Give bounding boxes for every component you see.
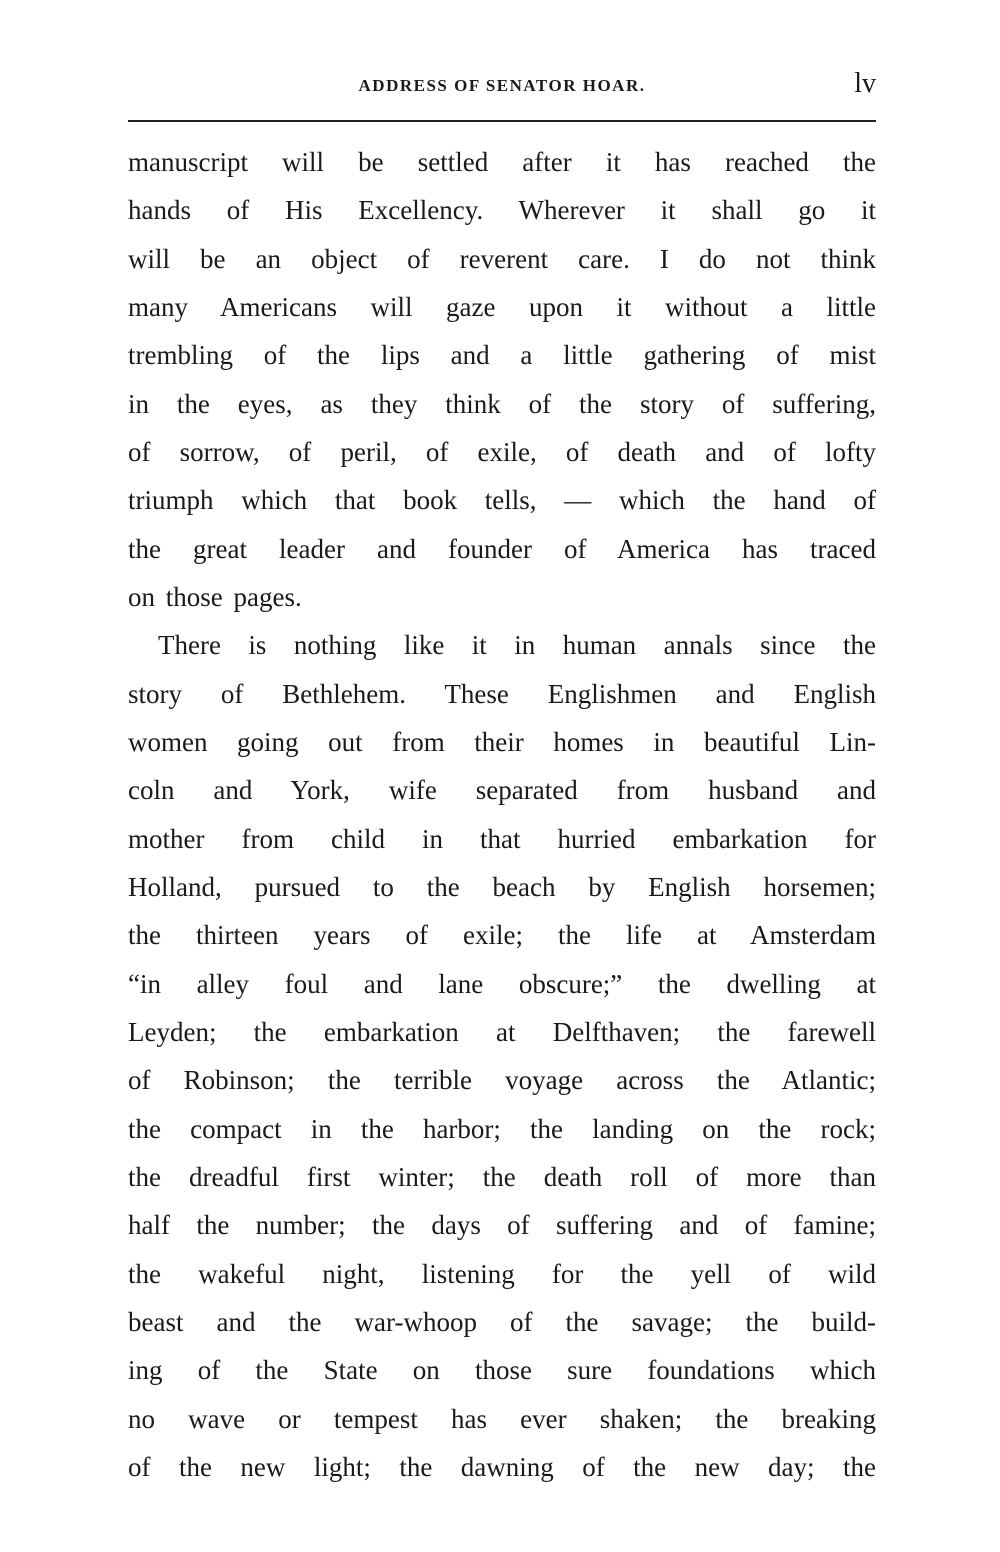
- text-line: trembling of the lips and a little gathering of mist: [128, 340, 876, 371]
- text-line: Holland, pursued to the beach by English horsemen;: [128, 871, 876, 902]
- text-line: many Americans will gaze upon it without a little: [128, 291, 876, 322]
- text-line: of Robinson; the terrible voyage across the Atlantic;: [128, 1065, 876, 1096]
- text-line: of sorrow, of peril, of exile, of death and of lofty: [128, 436, 876, 467]
- text-line: mother from child in that hurried embarkation for: [128, 823, 876, 854]
- running-title: ADDRESS OF SENATOR HOAR.: [358, 76, 646, 95]
- body-text: [128, 138, 876, 1491]
- text-line: in the eyes, as they think of the story of suffering,: [128, 388, 876, 419]
- text-line: the compact in the harbor; the landing on the rock;: [128, 1113, 876, 1144]
- text-line: manuscript will be settled after it has reached the: [128, 147, 876, 177]
- text-line: Leyden; the embarkation at Delfthaven; the farewell: [128, 1016, 876, 1047]
- text-line: story of Bethlehem. These Englishmen and English: [128, 678, 876, 709]
- text-line: beast and the war-whoop of the savage; the build-: [128, 1306, 876, 1337]
- text-line: ing of the State on those sure foundations which: [128, 1355, 876, 1386]
- page-number: lv: [854, 68, 876, 99]
- text-line: triumph which that book tells, — which the hand of: [128, 485, 876, 516]
- text-line: women going out from their homes in beautiful Lin-: [128, 726, 876, 757]
- text-line: the dreadful first winter; the death roll of more than: [128, 1161, 876, 1192]
- text-line: coln and York, wife separated from husband and: [128, 775, 876, 806]
- page-header: [128, 68, 876, 108]
- text-line: the thirteen years of exile; the life at Amsterdam: [128, 920, 876, 951]
- text-line: “in alley foul and lane obscure;” the dwelling at: [128, 968, 876, 999]
- text-line: of the new light; the dawning of the new day; the: [128, 1451, 876, 1482]
- text-line: hands of His Excellency. Wherever it shall go it: [128, 195, 876, 226]
- text-line: on those pages.: [128, 581, 302, 612]
- text-line: the great leader and founder of America has traced: [128, 533, 876, 564]
- text-line: There is nothing like it in human annals since the: [158, 630, 876, 661]
- text-line: half the number; the days of suffering and of famine;: [128, 1210, 876, 1241]
- text-line: no wave or tempest has ever shaken; the breaking: [128, 1403, 876, 1434]
- text-line: will be an object of reverent care. I do not think: [128, 243, 876, 274]
- text-line: the wakeful night, listening for the yell of wild: [128, 1258, 876, 1289]
- header-rule: [128, 120, 876, 122]
